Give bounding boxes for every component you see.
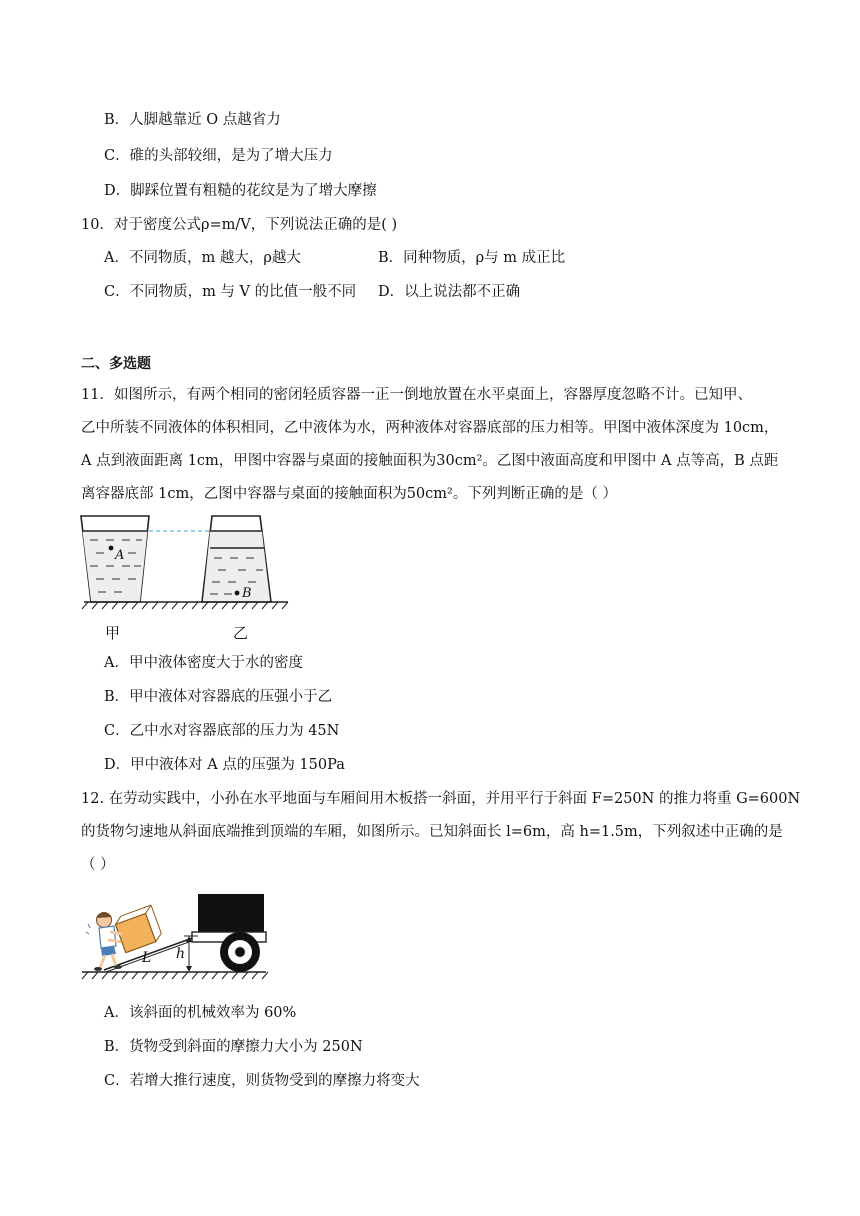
q10-option-a: A．不同物质，m 越大，ρ越大 bbox=[104, 250, 301, 266]
q11-option-b: B．甲中液体对容器底的压强小于乙 bbox=[104, 689, 333, 705]
q11-stem-line-1: 11．如图所示，有两个相同的密闭轻质容器一正一倒地放置在水平桌面上，容器厚度忽略不计。已知甲、 bbox=[81, 387, 752, 403]
label-yi: 乙 bbox=[233, 624, 249, 642]
q9-option-b: B．人脚越靠近 O 点越省力 bbox=[104, 112, 281, 128]
q12-stem-line-2: 的货物匀速地从斜面底端推到顶端的车厢，如图所示。已知斜面长 l=6m，高 h=1.5m，下列叙述中正确的是 bbox=[81, 824, 783, 840]
label-h: h bbox=[176, 946, 186, 962]
label-l: L bbox=[142, 950, 152, 966]
truck-cargo bbox=[198, 894, 264, 932]
label-jia: 甲 bbox=[105, 624, 121, 642]
q11-figure-containers bbox=[78, 508, 308, 643]
q12-stem-line-3: （ ） bbox=[81, 857, 115, 873]
q10-stem: 10．对于密度公式ρ=m/V，下列说法正确的是( ) bbox=[81, 217, 398, 233]
q11-option-d: D．甲中液体对 A 点的压强为 150Pa bbox=[104, 757, 345, 773]
q12-option-b: B．货物受到斜面的摩擦力大小为 250N bbox=[104, 1039, 363, 1055]
q10-option-c: C．不同物质，m 与 V 的比值一般不同 bbox=[104, 284, 357, 300]
q9-option-c: C．碓的头部较细，是为了增大压力 bbox=[104, 148, 333, 164]
q9-option-d: D．脚踩位置有粗糙的花纹是为了增大摩擦 bbox=[104, 183, 377, 199]
q11-option-a: A．甲中液体密度大于水的密度 bbox=[104, 655, 303, 671]
q11-stem-line-3: A 点到液面距离 1cm，甲图中容器与桌面的接触面积为30cm²。乙图中液面高度和甲图中 A 点等高，B 点距 bbox=[81, 453, 779, 469]
point-b-label: B bbox=[242, 586, 252, 601]
q12-option-c: C．若增大推行速度，则货物受到的摩擦力将变大 bbox=[104, 1073, 420, 1089]
q10-option-d: D．以上说法都不正确 bbox=[378, 284, 521, 300]
section-heading-multi-choice: 二、多选题 bbox=[81, 356, 151, 372]
q11-option-c: C．乙中水对容器底部的压力为 45N bbox=[104, 723, 340, 739]
person-pushing bbox=[86, 913, 122, 972]
point-a-label: A bbox=[115, 548, 125, 563]
q10-option-b: B．同种物质，ρ与 m 成正比 bbox=[378, 250, 566, 266]
q11-stem-line-4: 离容器底部 1cm，乙图中容器与桌面的接触面积为50cm²。下列判断正确的是（ ） bbox=[81, 486, 617, 502]
q12-option-a: A．该斜面的机械效率为 60% bbox=[104, 1005, 297, 1021]
q11-stem-line-2: 乙中所装不同液体的体积相同，乙中液体为水，两种液体对容器底部的压力相等。甲图中液体深度为 10cm， bbox=[81, 420, 779, 436]
q12-figure-incline bbox=[80, 888, 290, 988]
q12-stem-line-1: 12. 在劳动实践中，小孙在水平地面与车厢间用木板搭一斜面，并用平行于斜面 F=250N 的推力将重 G=600N bbox=[81, 791, 801, 807]
